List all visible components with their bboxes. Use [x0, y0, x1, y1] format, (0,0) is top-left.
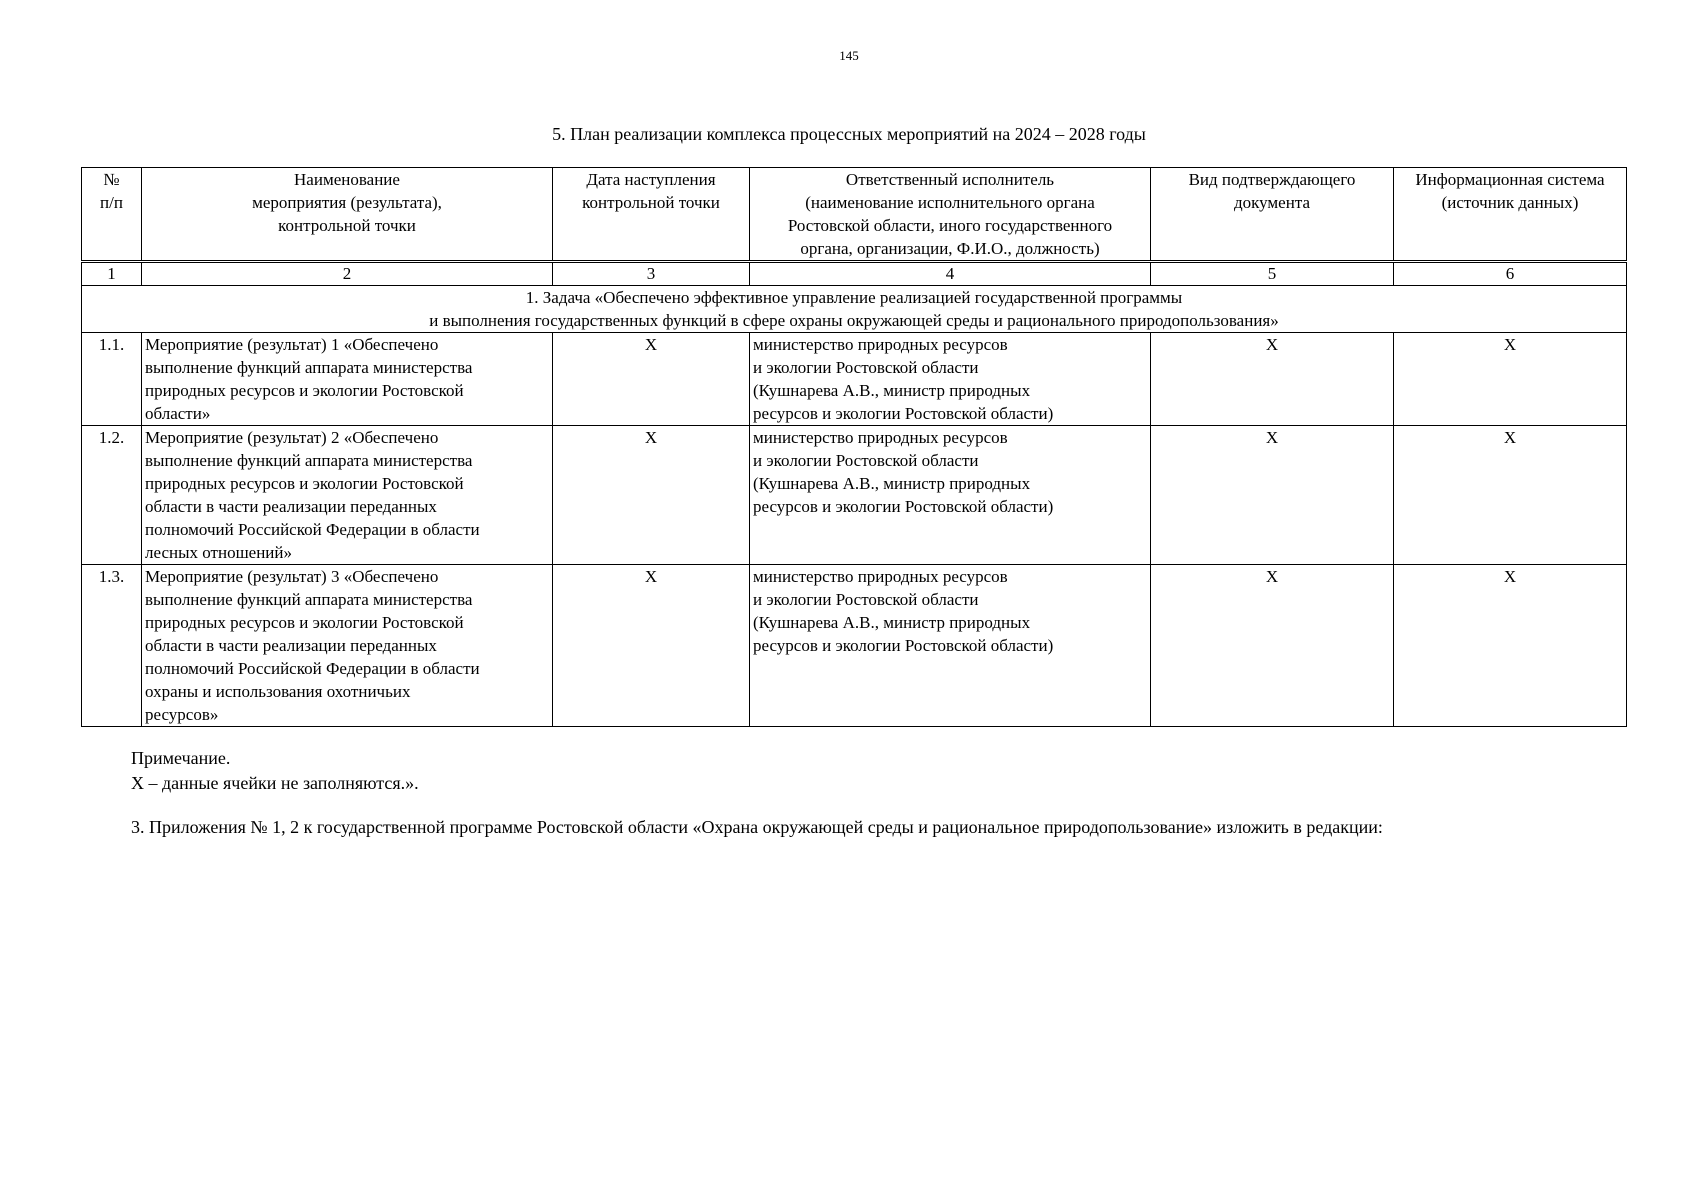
column-number: 6 [1394, 262, 1627, 286]
table-header-row [82, 168, 1627, 262]
row-executor: министерство природных ресурсов и экологии Ростовской области (Кушнарева А.В., министр природных ресурсов и экологии Ростовской области) [750, 426, 1151, 565]
row-executor: министерство природных ресурсов и экологии Ростовской области (Кушнарева А.В., министр природных ресурсов и экологии Ростовской области) [750, 333, 1151, 426]
header-document: Вид подтверждающего документа [1151, 168, 1394, 262]
row-date: X [553, 426, 750, 565]
row-system: X [1394, 565, 1627, 727]
note-block [131, 746, 419, 796]
column-number: 1 [82, 262, 142, 286]
row-document: X [1151, 426, 1394, 565]
row-date: X [553, 565, 750, 727]
row-document: X [1151, 333, 1394, 426]
row-date: X [553, 333, 750, 426]
column-number: 4 [750, 262, 1151, 286]
note-text: Х – данные ячейки не заполняются.». [131, 773, 419, 793]
header-num: № п/п [82, 168, 142, 262]
row-num: 1.3. [82, 565, 142, 727]
header-executor: Ответственный исполнитель (наименование исполнительного органа Ростовской области, иного государственного органа, организации, Ф.И.О., должность) [750, 168, 1151, 262]
table-row [82, 565, 1627, 727]
column-number: 5 [1151, 262, 1394, 286]
row-document: X [1151, 565, 1394, 727]
row-num: 1.2. [82, 426, 142, 565]
plan-table [81, 167, 1627, 727]
note-heading: Примечание. [131, 748, 231, 768]
row-system: X [1394, 426, 1627, 565]
column-numbers-row [82, 262, 1627, 286]
header-system: Информационная система (источник данных) [1394, 168, 1627, 262]
section-title: 5. План реализации комплекса процессных мероприятий на 2024 – 2028 годы [552, 124, 1146, 144]
row-name: Мероприятие (результат) 3 «Обеспечено выполнение функций аппарата министерства природных ресурсов и экологии Ростовской области в части реализации переданных полномочий Российской Федерации в области охраны и использования охотничьих ресурсов» [142, 565, 553, 727]
row-executor: министерство природных ресурсов и экологии Ростовской области (Кушнарева А.В., министр природных ресурсов и экологии Ростовской области) [750, 565, 1151, 727]
column-number: 2 [142, 262, 553, 286]
header-name: Наименование мероприятия (результата), контрольной точки [142, 168, 553, 262]
column-number: 3 [553, 262, 750, 286]
header-date: Дата наступления контрольной точки [553, 168, 750, 262]
task-row [82, 286, 1627, 333]
row-num: 1.1. [82, 333, 142, 426]
page-number: 145 [839, 48, 859, 63]
row-name: Мероприятие (результат) 1 «Обеспечено выполнение функций аппарата министерства природных ресурсов и экологии Ростовской области» [142, 333, 553, 426]
table-row [82, 333, 1627, 426]
table-row [82, 426, 1627, 565]
task-title: 1. Задача «Обеспечено эффективное управление реализацией государственной программы и выполнения государственных функций в сфере охраны окружающей среды и рационального природопользования» [82, 286, 1627, 333]
row-name: Мероприятие (результат) 2 «Обеспечено выполнение функций аппарата министерства природных ресурсов и экологии Ростовской области в части реализации переданных полномочий Российской Федерации в области лесных отношений» [142, 426, 553, 565]
decision-paragraph: 3. Приложения № 1, 2 к государственной программе Ростовской области «Охрана окружающей среды и рациональное природопользование» изложить в редакции: [131, 817, 1383, 837]
row-system: X [1394, 333, 1627, 426]
